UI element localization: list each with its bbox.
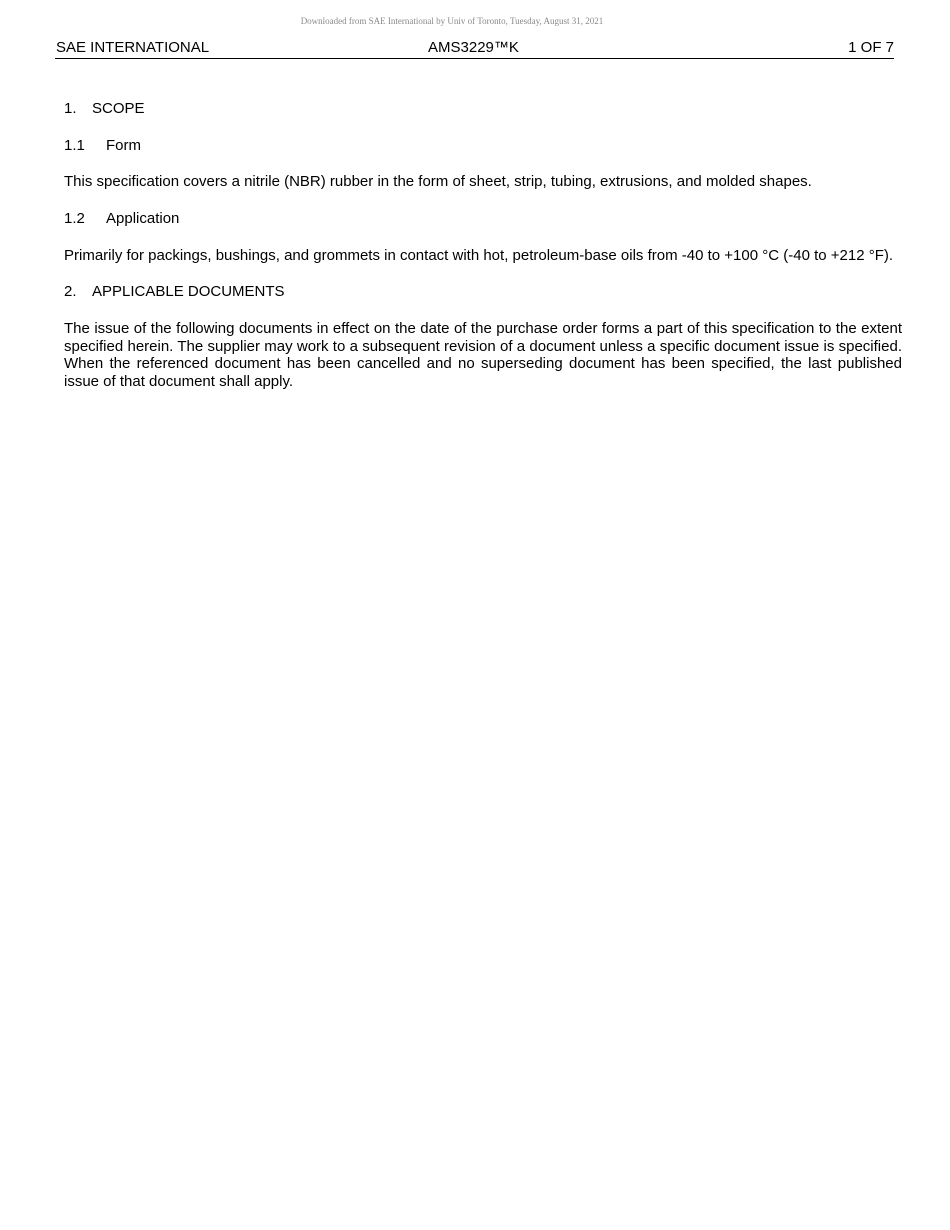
download-watermark: Downloaded from SAE International by Univ of Toronto, Tuesday, August 31, 2021: [300, 16, 604, 26]
header-organization: SAE INTERNATIONAL: [56, 39, 210, 56]
section-applicable-documents-heading: [64, 283, 902, 301]
applicable-documents-paragraph: The issue of the following documents in effect on the date of the purchase order forms a part of this specification to the extent specified herein. The supplier may work to a subsequent revision of a document unless a specific document issue is specified. When the referenced document has been cancelled and no superseding document has been specified, the last published issue of that document shall apply.: [64, 320, 902, 390]
section-title: SCOPE: [92, 100, 145, 117]
document-body: [64, 100, 902, 390]
subsection-title: Form: [106, 137, 141, 154]
form-paragraph: This specification covers a nitrile (NBR) rubber in the form of sheet, strip, tubing, extrusions, and molded shapes.: [64, 173, 812, 190]
subsection-number: 1.2: [64, 209, 85, 227]
section-number: 2.: [64, 283, 77, 300]
header-page-number: 1 OF 7: [848, 39, 894, 56]
page-header: [55, 38, 894, 59]
subsection-number: 1.1: [64, 137, 85, 154]
header-document-id: AMS3229™K: [428, 39, 519, 56]
section-application-heading: [64, 210, 902, 228]
subsection-title: Application: [106, 209, 180, 227]
application-paragraph: Primarily for packings, bushings, and grommets in contact with hot, petroleum-base oils from -40 to +100 °C (-40 to +212 °F).: [64, 246, 894, 264]
section-number: 1.: [64, 100, 77, 117]
section-title: APPLICABLE DOCUMENTS: [92, 283, 285, 300]
section-scope-heading: [64, 100, 902, 118]
section-form-heading: [64, 137, 902, 155]
